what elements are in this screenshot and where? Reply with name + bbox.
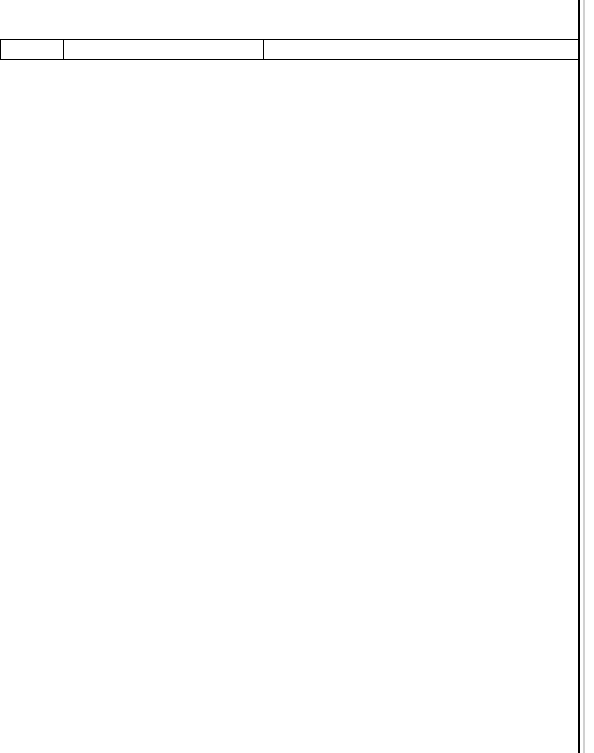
header-row [1, 40, 579, 60]
next-column-strip [578, 0, 594, 753]
function-header[interactable] [64, 40, 264, 60]
version-header[interactable] [1, 40, 64, 60]
deprecated-function-table [0, 39, 579, 60]
column-divider [583, 0, 585, 753]
sheet-title [0, 0, 576, 40]
count-header[interactable] [264, 40, 579, 60]
